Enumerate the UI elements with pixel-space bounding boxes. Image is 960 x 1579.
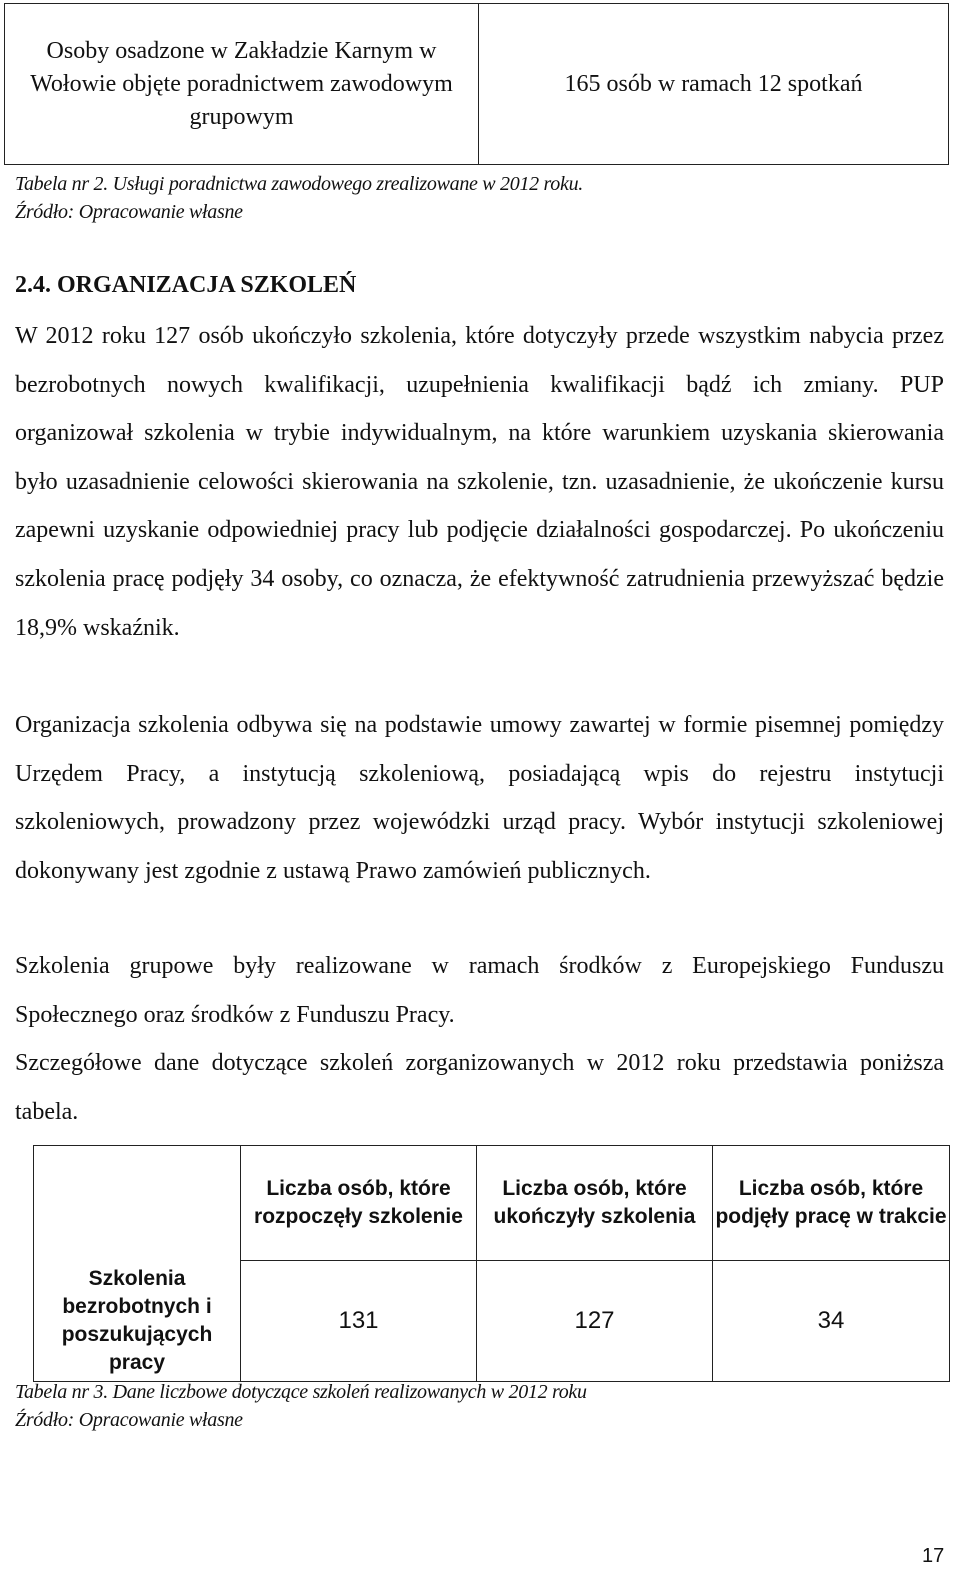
table-header-started: Liczba osób, które rozpoczęły szkolenie [241, 1146, 477, 1261]
paragraph: Organizacja szkolenia odbywa się na podstawie umowy zawartej w formie pisemnej pomiędzy Urzędem Pracy, a instytucją szkoleniową, posiadającą wpis do rejestru instytucji szkoleniowych, prowadzony przez wojewódzki urząd pracy. Wybór instytucji szkoleniowej dokonywany jest zgodnie z ustawą Prawo zamówień publicznych. [15, 712, 944, 884]
table-source: Źródło: Opracowanie własne [15, 201, 243, 223]
paragraph: Szkolenia grupowe były realizowane w ramach środków z Europejskiego Funduszu Społecznego oraz środków z Funduszu Pracy. [15, 953, 944, 1028]
table-cell-value: 165 osób w ramach 12 spotkań [479, 4, 949, 165]
training-table [33, 1145, 950, 1382]
paragraph: Szczegółowe dane dotyczące szkoleń zorganizowanych w 2012 roku przedstawia poniższa tabela. [15, 1050, 944, 1125]
table-cell-employed: 34 [713, 1261, 950, 1382]
table-row [5, 4, 949, 165]
page-number: 17 [922, 1545, 945, 1567]
section-heading: 2.4. ORGANIZACJA SZKOLEŃ [15, 272, 357, 298]
table-source: Źródło: Opracowanie własne [15, 1409, 243, 1431]
paragraph: W 2012 roku 127 osób ukończyło szkolenia, które dotyczyły przede wszystkim nabycia przez bezrobotnych nowych kwalifikacji, uzupełnienia kwalifikacji bądź ich zmiany. PUP organizował szkolenia w trybie indywidualnym, na które warunkiem uzyskania skierowania było uzasadnienie celowości skierowania na szkolenie, tzn. uzasadnienie, że ukończenie kursu zapewni uzyskanie odpowiedniej pracy lub podjęcie działalności gospodarczej. Po ukończeniu szkolenia pracę podjęły 34 osoby, co oznacza, że efektywność zatrudnienia przewyższać będzie 18,9% wskaźnik. [15, 323, 944, 641]
table-row-label: Szkolenia bezrobotnych i poszukujących pracy [34, 1261, 241, 1382]
table-row [34, 1261, 950, 1382]
table-header-row [34, 1146, 950, 1261]
table-header-completed: Liczba osób, które ukończyły szkolenia [477, 1146, 713, 1261]
table-header-employed: Liczba osób, które podjęły pracę w trakcie [713, 1146, 950, 1261]
table-caption: Tabela nr 2. Usługi poradnictwa zawodowego zrealizowane w 2012 roku. [15, 173, 583, 195]
table-cell-label: Osoby osadzone w Zakładzie Karnym w Wołowie objęte poradnictwem zawodowym grupowym [5, 4, 479, 165]
table-cell-completed: 127 [477, 1261, 713, 1382]
table-header-empty [34, 1146, 241, 1261]
table-cell-started: 131 [241, 1261, 477, 1382]
counseling-table [4, 3, 949, 165]
table-caption: Tabela nr 3. Dane liczbowe dotyczące szkoleń realizowanych w 2012 roku [15, 1381, 587, 1403]
